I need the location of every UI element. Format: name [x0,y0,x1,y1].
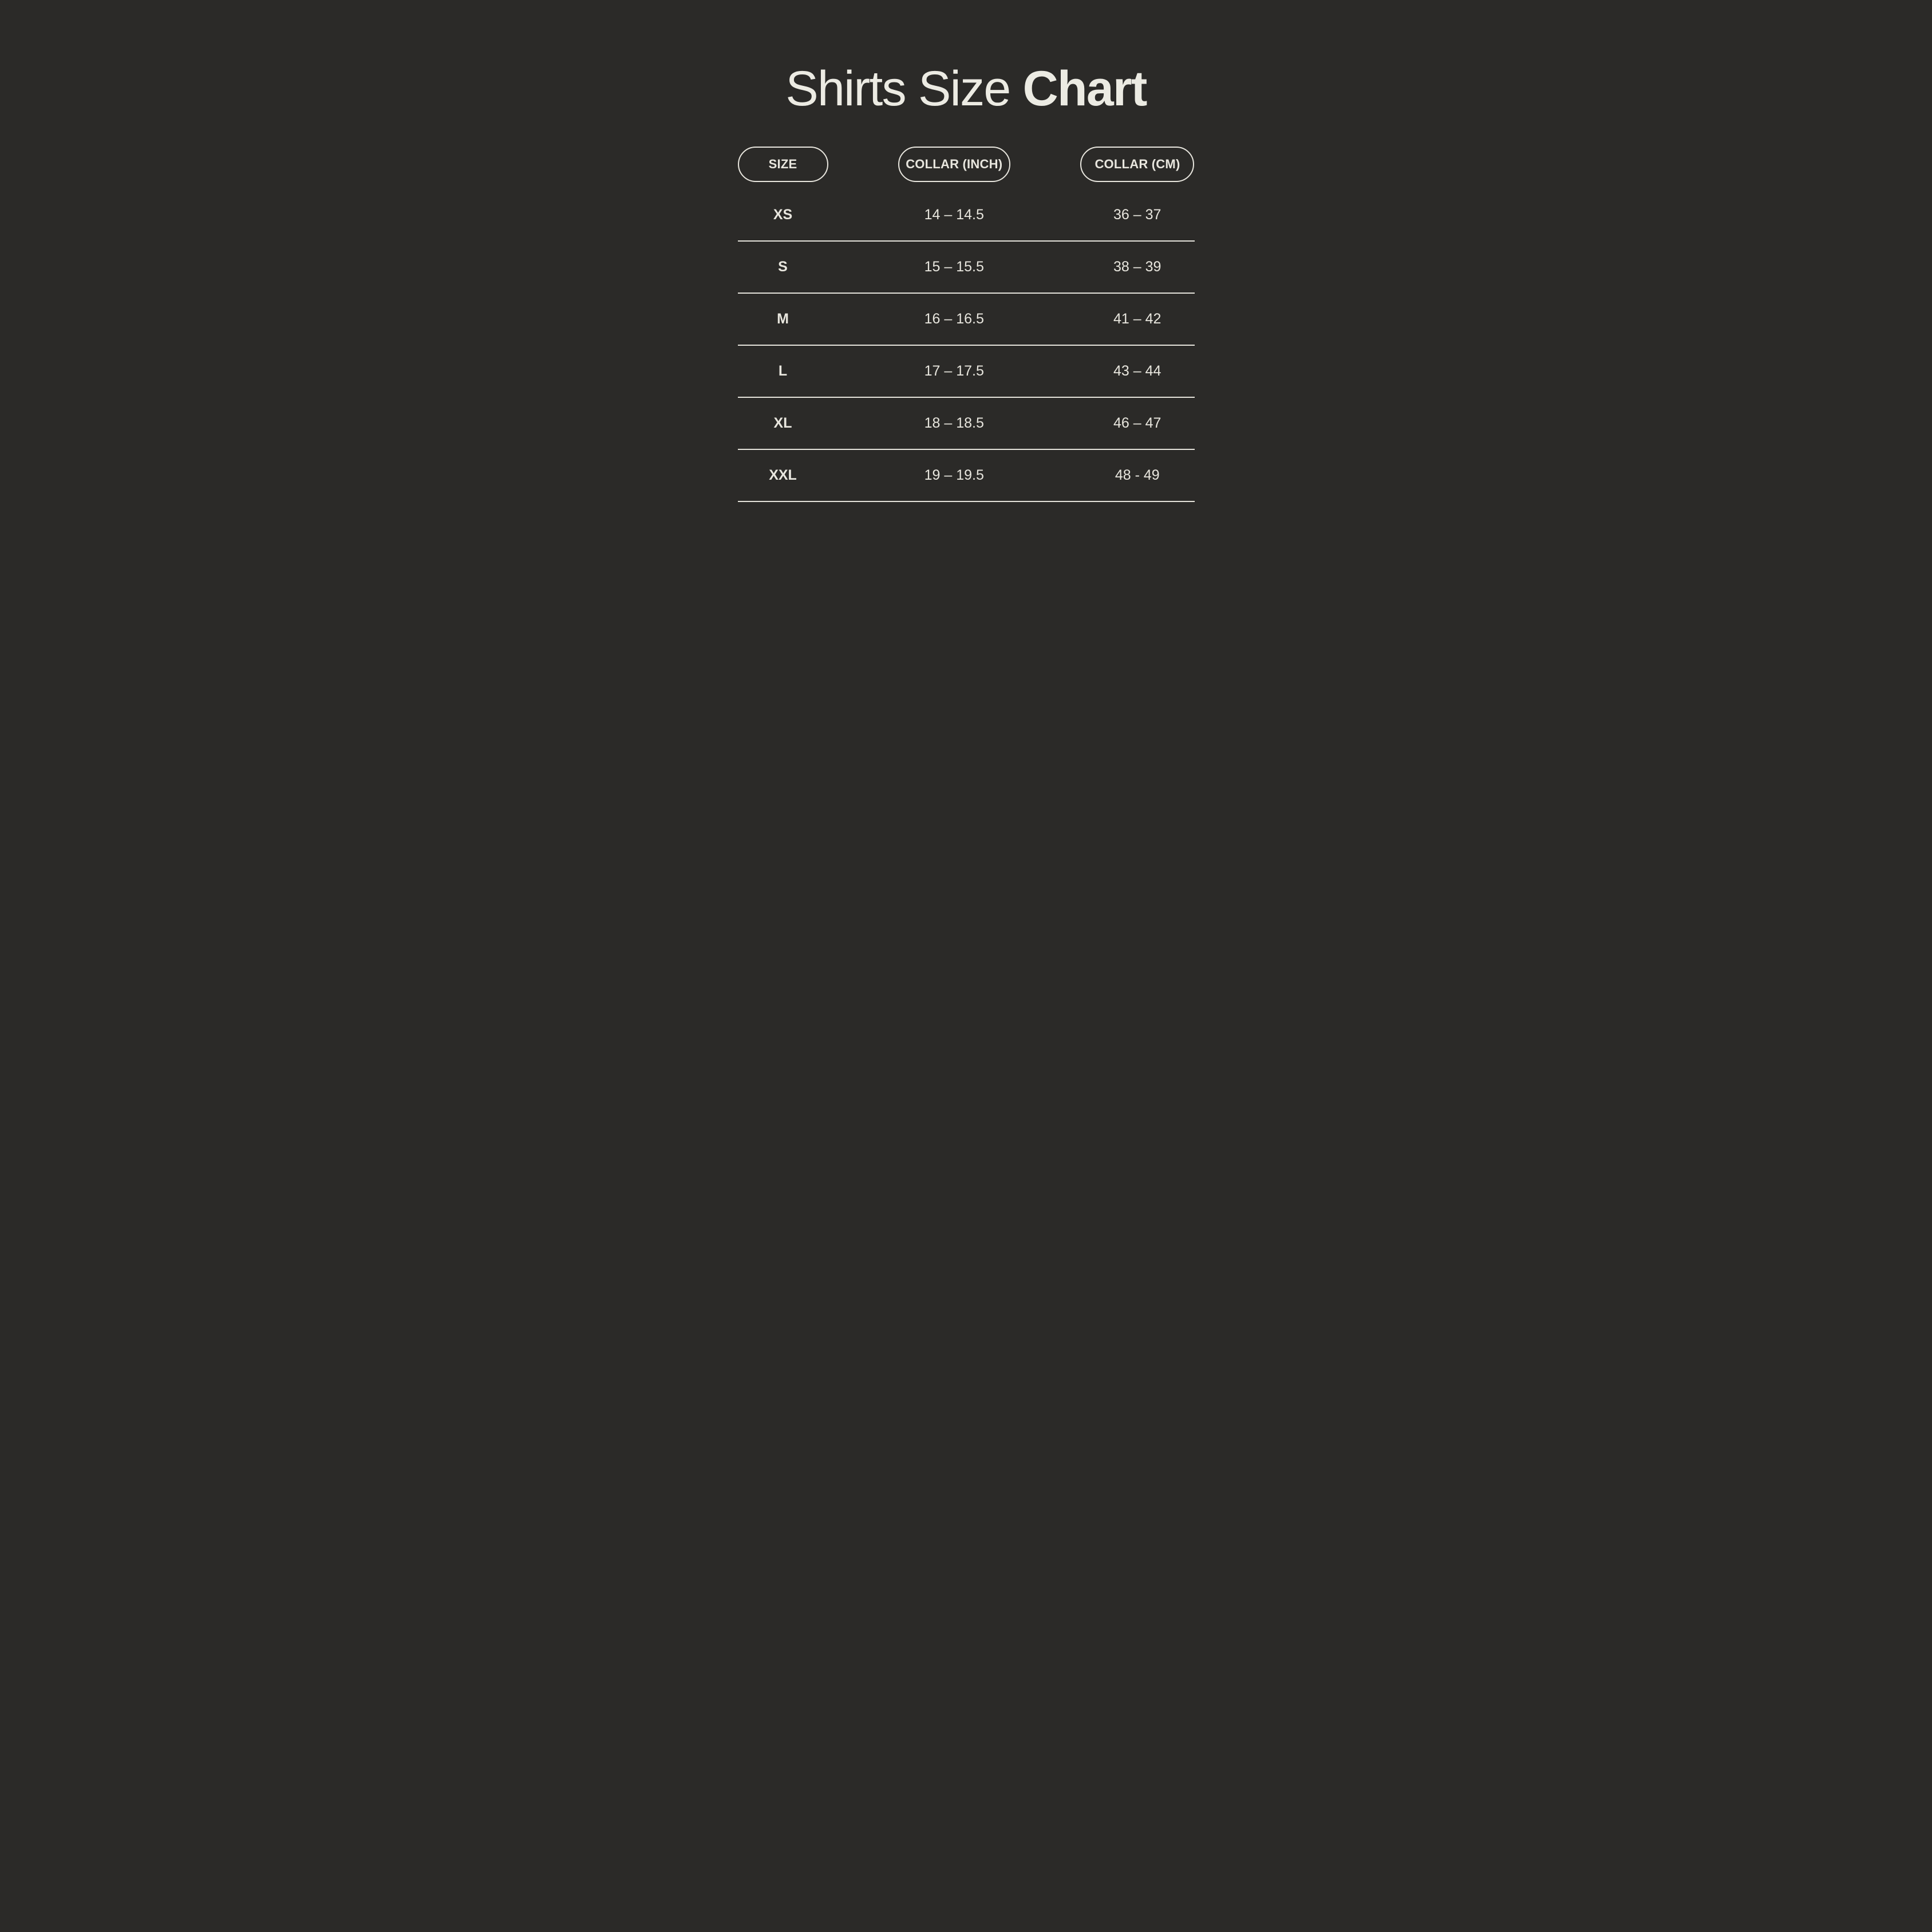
table-header-row [738,147,1195,182]
table-row-s [738,242,1195,294]
table-body [738,189,1195,502]
collar-cm-value: 36 – 37 [1113,207,1161,223]
page-title-bold: Chart [1022,61,1147,116]
collar-cm-value: 43 – 44 [1113,363,1161,379]
header-pill-size [738,147,828,182]
collar-inch-value: 18 – 18.5 [924,415,984,431]
table-row-xs [738,189,1195,242]
header-pill-collar-inch [898,147,1010,182]
size-table [738,147,1195,502]
table-row-xxl [738,450,1195,502]
collar-inch-value: 16 – 16.5 [924,311,984,327]
collar-cm-value: 46 – 47 [1113,415,1161,431]
size-value: S [778,259,788,275]
table-row-l [738,346,1195,398]
collar-inch-value: 17 – 17.5 [924,363,984,379]
size-chart-canvas [680,0,1253,572]
header-label-collar-cm: COLLAR (CM) [1095,157,1180,171]
collar-inch-value: 19 – 19.5 [924,467,984,483]
page-title [680,0,1253,116]
collar-inch-value: 14 – 14.5 [924,207,984,223]
header-label-size: SIZE [768,157,797,171]
page-title-regular: Shirts Size [785,61,1023,116]
size-value: XXL [769,467,797,483]
collar-cm-value: 48 - 49 [1115,467,1160,483]
size-value: XL [773,415,792,431]
header-label-collar-inch: COLLAR (INCH) [906,157,1003,171]
table-row-m [738,294,1195,346]
header-pill-collar-cm [1080,147,1194,182]
collar-cm-value: 41 – 42 [1113,311,1161,327]
collar-inch-value: 15 – 15.5 [924,259,984,275]
size-value: M [777,311,789,327]
collar-cm-value: 38 – 39 [1113,259,1161,275]
size-value: XS [773,207,793,223]
table-row-xl [738,398,1195,450]
size-value: L [778,363,788,379]
